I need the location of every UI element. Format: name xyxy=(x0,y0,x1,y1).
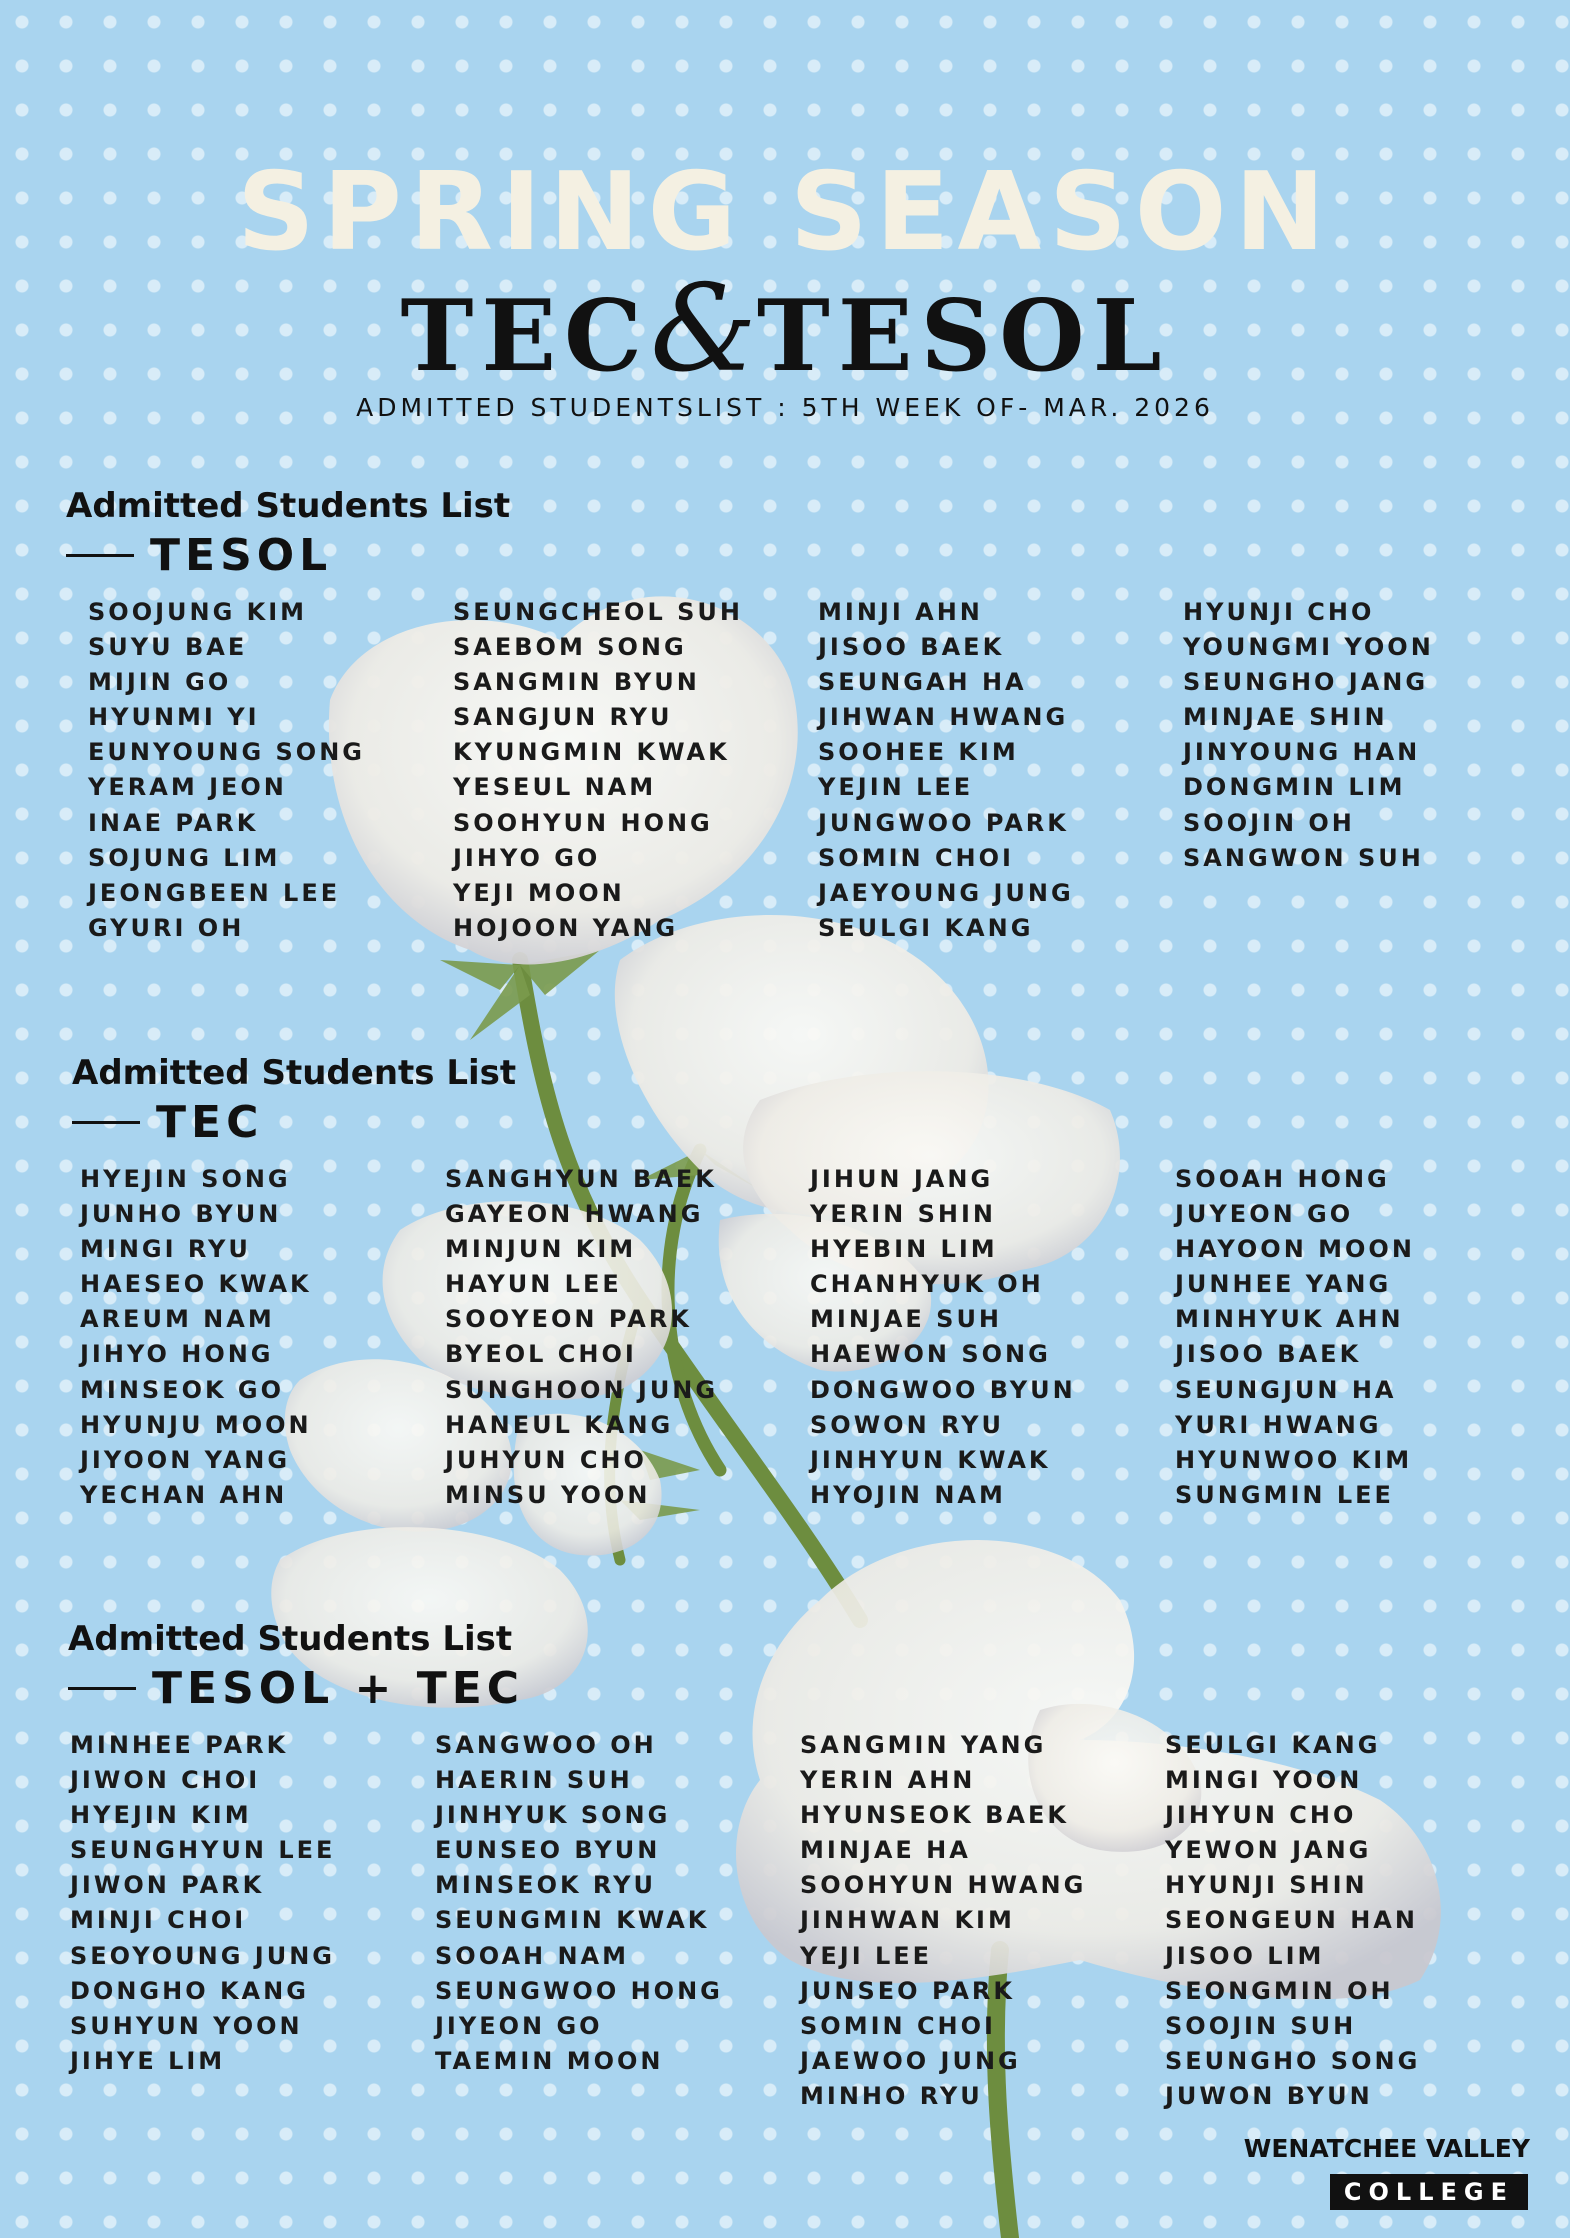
student-name: MINHYUK AHN xyxy=(1175,1305,1404,1334)
student-name: MINHEE PARK xyxy=(70,1731,289,1759)
student-name: JUWON BYUN xyxy=(1165,2081,1373,2110)
student-name: SEUNGMIN KWAK xyxy=(435,1906,710,1935)
student-name: SOMIN CHOI xyxy=(818,843,1014,872)
student-name: JINYOUNG HAN xyxy=(1183,738,1421,767)
student-name: YERAM JEON xyxy=(88,773,287,802)
student-name: HYUNSEOK BAEK xyxy=(800,1801,1069,1830)
student-name: AREUM NAM xyxy=(80,1305,275,1334)
section-name xyxy=(72,1097,1540,1148)
tagline: ADMITTED STUDENTSLIST : 5TH WEEK OF- MAR. 2026 xyxy=(356,393,1214,422)
college-logo-name: WENATCHEE VALLEY xyxy=(1243,2134,1530,2163)
main-title: SPRING SEASON xyxy=(236,150,1334,275)
student-name: BYEOL CHOI xyxy=(445,1340,637,1369)
student-name: YEJI MOON xyxy=(453,878,625,907)
student-name: HAYUN LEE xyxy=(445,1270,622,1299)
section-heading: Admitted Students List xyxy=(72,1053,517,1093)
student-name: JAEWOO JUNG xyxy=(800,2046,1021,2075)
student-name: MIJIN GO xyxy=(88,668,232,697)
name-columns xyxy=(70,1728,1530,2114)
student-name: SANGMIN YANG xyxy=(800,1731,1047,1759)
student-name: JIHYO GO xyxy=(453,843,601,872)
student-name: DONGMIN LIM xyxy=(1183,773,1406,802)
student-name: JIWON CHOI xyxy=(70,1766,261,1795)
student-name: JISOO LIM xyxy=(1165,1941,1325,1970)
program-title-ampersand: & xyxy=(650,260,757,399)
student-name: SOOJIN OH xyxy=(1183,808,1355,837)
student-name: SEULGI KANG xyxy=(818,913,1034,942)
student-name: SUNGMIN LEE xyxy=(1175,1480,1394,1509)
student-name: SOOHEE KIM xyxy=(818,738,1019,767)
student-name: JUHYUN CHO xyxy=(445,1445,647,1474)
student-name: KYUNGMIN KWAK xyxy=(453,738,730,767)
student-name: SEUNGAH HA xyxy=(818,668,1027,697)
student-name: DONGWOO BYUN xyxy=(810,1375,1076,1404)
student-name: JIHWAN HWANG xyxy=(818,703,1069,732)
student-name: SEUNGCHEOL SUH xyxy=(453,598,743,626)
student-name: YECHAN AHN xyxy=(80,1480,288,1509)
student-name: HAESEO KWAK xyxy=(80,1270,312,1299)
name-column xyxy=(445,1162,810,1513)
name-column xyxy=(810,1162,1175,1513)
student-name: GYURI OH xyxy=(88,913,245,942)
student-name: HYUNJI SHIN xyxy=(1165,1871,1368,1900)
name-columns xyxy=(88,595,1548,946)
student-name: MINJI CHOI xyxy=(70,1906,247,1935)
section-tesol-tec xyxy=(68,1619,1530,2114)
student-name: JUNSEO PARK xyxy=(800,1976,1015,2005)
student-name: JUNHO BYUN xyxy=(80,1200,282,1229)
student-name: SANGWOO OH xyxy=(435,1731,657,1759)
name-column xyxy=(1175,1162,1540,1513)
student-name: SEUNGHO JANG xyxy=(1183,668,1429,697)
student-name: CHANHYUK OH xyxy=(810,1270,1044,1299)
student-name: MINHO RYU xyxy=(800,2081,983,2110)
student-name: SUNGHOON JUNG xyxy=(445,1375,719,1404)
student-name: MINSEOK RYU xyxy=(435,1871,656,1900)
student-name: JIYOON YANG xyxy=(80,1445,291,1474)
student-name: SOOYEON PARK xyxy=(445,1305,692,1334)
student-name: YURI HWANG xyxy=(1175,1410,1382,1439)
student-name: JINHYUK SONG xyxy=(435,1801,671,1830)
name-column xyxy=(435,1728,800,2114)
student-name: TAEMIN MOON xyxy=(435,2046,664,2075)
name-column xyxy=(80,1162,445,1513)
student-name: HAEWON SONG xyxy=(810,1340,1051,1369)
section-dash xyxy=(72,1121,140,1124)
student-name: YERIN SHIN xyxy=(810,1200,997,1229)
student-name: SOWON RYU xyxy=(810,1410,1005,1439)
student-name: SEUNGHO SONG xyxy=(1165,2046,1421,2075)
student-name: MINJAE HA xyxy=(800,1836,971,1865)
student-name: SOOJIN SUH xyxy=(1165,2011,1357,2040)
name-column xyxy=(800,1728,1165,2114)
section-name xyxy=(66,530,1548,581)
student-name: HYOJIN NAM xyxy=(810,1480,1006,1509)
student-name: SUHYUN YOON xyxy=(70,2011,303,2040)
student-name: MINJAE SUH xyxy=(810,1305,1003,1334)
section-dash xyxy=(66,554,134,557)
student-name: JAEYOUNG JUNG xyxy=(818,878,1074,907)
name-column xyxy=(453,595,818,946)
student-name: SEUNGHYUN LEE xyxy=(70,1836,336,1865)
section-tec xyxy=(72,1053,1540,1513)
student-name: SANGJUN RYU xyxy=(453,703,673,732)
student-name: SOOAH HONG xyxy=(1175,1165,1390,1193)
section-heading: Admitted Students List xyxy=(68,1619,513,1659)
student-name: HANEUL KANG xyxy=(445,1410,674,1439)
student-name: JINHWAN KIM xyxy=(800,1906,1015,1935)
student-name: YEWON JANG xyxy=(1165,1836,1372,1865)
student-name: JIHYE LIM xyxy=(70,2046,226,2075)
student-name: MINGI YOON xyxy=(1165,1766,1363,1795)
section-dash xyxy=(68,1687,136,1690)
student-name: YERIN AHN xyxy=(800,1766,976,1795)
student-name: JIHUN JANG xyxy=(810,1165,994,1193)
student-name: JINHYUN KWAK xyxy=(810,1445,1051,1474)
student-name: INAE PARK xyxy=(88,808,259,837)
student-name: HYUNMI YI xyxy=(88,703,260,732)
student-name: SANGHYUN BAEK xyxy=(445,1165,717,1193)
student-name: SOJUNG LIM xyxy=(88,843,281,872)
student-name: SANGWON SUH xyxy=(1183,843,1424,872)
student-name: EUNSEO BYUN xyxy=(435,1836,661,1865)
student-name: MINJAE SHIN xyxy=(1183,703,1388,732)
student-name: MINGI RYU xyxy=(80,1235,251,1264)
student-name: HOJOON YANG xyxy=(453,913,679,942)
section-name xyxy=(68,1663,1530,1714)
student-name: JIHYUN CHO xyxy=(1165,1801,1357,1830)
student-name: YESEUL NAM xyxy=(453,773,657,802)
student-name: YEJI LEE xyxy=(800,1941,933,1970)
student-name: JISOO BAEK xyxy=(818,633,1005,662)
student-name: HYUNWOO KIM xyxy=(1175,1445,1413,1474)
student-name: SEULGI KANG xyxy=(1165,1731,1381,1759)
student-name: MINJI AHN xyxy=(818,598,983,626)
section-tesol xyxy=(66,486,1548,946)
student-name: HAYOON MOON xyxy=(1175,1235,1415,1264)
college-logo-badge: COLLEGE xyxy=(1330,2174,1528,2210)
name-column xyxy=(88,595,453,946)
section-name-label: TEC xyxy=(156,1097,264,1148)
student-name: YEJIN LEE xyxy=(818,773,974,802)
student-name: SOOJUNG KIM xyxy=(88,598,308,626)
student-name: JUYEON GO xyxy=(1175,1200,1354,1229)
section-heading: Admitted Students List xyxy=(66,486,511,526)
student-name: JISOO BAEK xyxy=(1175,1340,1362,1369)
name-column xyxy=(818,595,1183,946)
student-name: HYUNJI CHO xyxy=(1183,598,1375,626)
student-name: SAEBOM SONG xyxy=(453,633,687,662)
student-name: HAERIN SUH xyxy=(435,1766,633,1795)
student-name: DONGHO KANG xyxy=(70,1976,309,2005)
student-name: SOOAH NAM xyxy=(435,1941,630,1970)
student-name: JIWON PARK xyxy=(70,1871,265,1900)
student-name: GAYEON HWANG xyxy=(445,1200,704,1229)
student-name: SOMIN CHOI xyxy=(800,2011,996,2040)
program-title xyxy=(0,260,1570,399)
student-name: HYEBIN LIM xyxy=(810,1235,998,1264)
student-name: JEONGBEEN LEE xyxy=(88,878,341,907)
student-name: JIHYO HONG xyxy=(80,1340,274,1369)
student-name: MINSU YOON xyxy=(445,1480,651,1509)
name-column xyxy=(1165,1728,1530,2114)
student-name: SEUNGJUN HA xyxy=(1175,1375,1397,1404)
name-columns xyxy=(80,1162,1540,1513)
section-name-label: TESOL xyxy=(150,530,333,581)
section-name-label: TESOL + TEC xyxy=(152,1663,525,1714)
student-name: MINSEOK GO xyxy=(80,1375,285,1404)
student-name: JIYEON GO xyxy=(435,2011,603,2040)
name-column xyxy=(70,1728,435,2114)
program-title-tesol: TESOL xyxy=(756,279,1170,394)
student-name: HYUNJU MOON xyxy=(80,1410,312,1439)
student-name: YOUNGMI YOON xyxy=(1183,633,1434,662)
student-name: SEUNGWOO HONG xyxy=(435,1976,723,2005)
student-name: SOOHYUN HONG xyxy=(453,808,713,837)
student-name: SUYU BAE xyxy=(88,633,248,662)
student-name: SEONGMIN OH xyxy=(1165,1976,1394,2005)
student-name: JUNGWOO PARK xyxy=(818,808,1069,837)
student-name: EUNYOUNG SONG xyxy=(88,738,365,767)
student-name: JUNHEE YANG xyxy=(1175,1270,1392,1299)
student-name: HYEJIN SONG xyxy=(80,1165,291,1193)
student-name: SOOHYUN HWANG xyxy=(800,1871,1087,1900)
student-name: MINJUN KIM xyxy=(445,1235,637,1264)
student-name: HYEJIN KIM xyxy=(70,1801,252,1830)
student-name: SEOYOUNG JUNG xyxy=(70,1941,335,1970)
name-column xyxy=(1183,595,1548,946)
student-name: SEONGEUN HAN xyxy=(1165,1906,1418,1935)
student-name: SANGMIN BYUN xyxy=(453,668,700,697)
program-title-tec: TEC xyxy=(400,279,651,394)
